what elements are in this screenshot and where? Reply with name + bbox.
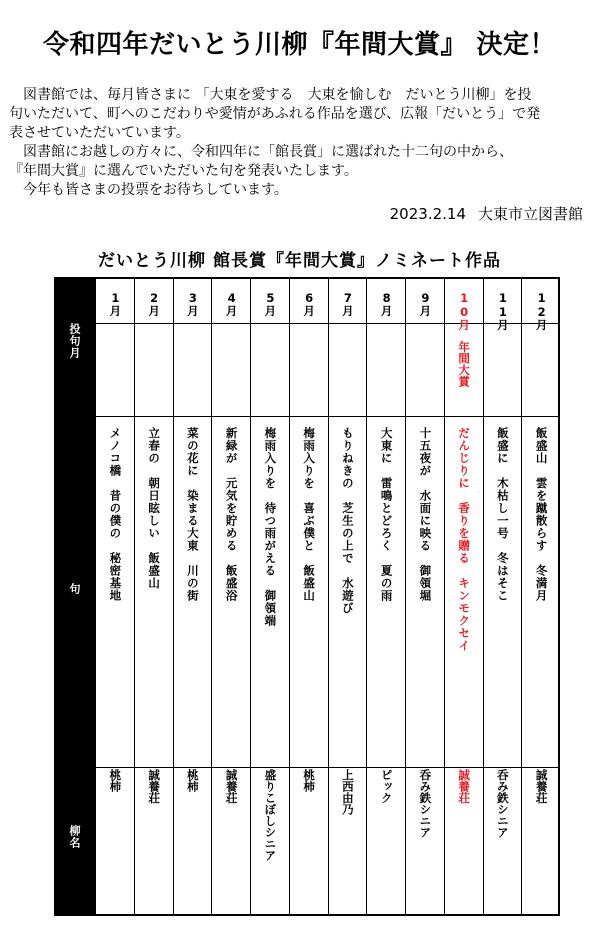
senryu-verse: もりねきの 芝生の上で 水遊び xyxy=(340,427,355,615)
month-label: 7月 xyxy=(340,291,355,317)
date-publisher xyxy=(390,203,583,224)
month-column xyxy=(134,277,173,916)
intro-line: 句いただいて、町へのこだわりや愛情があふれる作品を選び、広報「だいとう」で発 xyxy=(9,106,541,122)
intro-line: 『年間大賞』に選んでいただいた句を発表いたします。 xyxy=(9,163,358,179)
month-column xyxy=(211,277,250,916)
intro-line: 図書館にお越しの方々に、令和四年に「館長賞」に選ばれた十二句の中から、 xyxy=(9,144,513,160)
month-label: 6月 xyxy=(302,291,317,317)
author-pen-name: 誠養荘 xyxy=(224,769,239,804)
senryu-verse: 梅雨入りを 喜ぶ僕と 飯盛山 xyxy=(302,427,317,602)
month-label: 4月 xyxy=(224,291,239,317)
intro-line: 表させていただいています。 xyxy=(9,125,190,141)
intro-text xyxy=(9,86,595,200)
month-label: 1月 xyxy=(108,291,123,317)
month-column xyxy=(250,277,289,916)
author-pen-name: 桃柿 xyxy=(302,769,317,792)
month-column xyxy=(95,277,134,916)
author-pen-name: 誠養荘 xyxy=(147,769,162,804)
author-pen-name: 桃柿 xyxy=(108,769,123,792)
senryu-verse: 十五夜が 水面に映る 御領堀 xyxy=(418,427,433,602)
month-label: 11月 xyxy=(495,291,510,331)
award-label: 年間大賞 xyxy=(457,341,472,387)
intro-line: 今年も皆さまの投票をお待ちしています。 xyxy=(9,182,288,198)
author-pen-name: 誠養荘 xyxy=(457,769,472,804)
author-pen-name: 呑み鉄シニア xyxy=(418,769,433,838)
row-header-column xyxy=(54,277,95,916)
row-label-author: 柳名 xyxy=(68,825,81,849)
senryu-verse: 梅雨入りを 待つ雨がえる 御領端 xyxy=(263,427,278,627)
author-pen-name: ピック xyxy=(379,769,394,804)
author-pen-name: 呑み鉄シニア xyxy=(495,769,510,838)
author-pen-name: 上西由乃 xyxy=(340,769,355,815)
intro-line: 図書館では、毎月皆さまに 「大東を愛する 大東を愉しむ だいとう川柳」を投 xyxy=(9,87,532,103)
month-label: 2月 xyxy=(147,291,162,317)
month-label: 10月 xyxy=(457,291,472,331)
month-column xyxy=(173,277,212,916)
publisher-name: 大東市立図書館 xyxy=(477,205,583,223)
senryu-verse: だんじりに 香りを贈る キンモクセイ xyxy=(457,427,472,652)
table-subtitle: だいとう川柳 館長賞『年間大賞』ノミネート作品 xyxy=(98,251,501,271)
month-label: 3月 xyxy=(185,291,200,317)
month-label: 5月 xyxy=(263,291,278,317)
month-column xyxy=(366,277,405,916)
author-pen-name: 盛りこぼしシニア xyxy=(263,769,278,861)
senryu-verse: 飯盛に 木枯し一号 冬はそこ xyxy=(495,427,510,602)
month-column xyxy=(483,277,522,916)
senryu-verse: 立春の 朝日眩しい 飯盛山 xyxy=(147,427,162,590)
month-label: 8月 xyxy=(379,291,394,317)
page-title: 令和四年だいとう川柳『年間大賞』 決定！ xyxy=(42,30,557,60)
month-label: 12月 xyxy=(534,291,549,331)
senryu-verse: メノコ橋 昔の僕の 秘密基地 xyxy=(108,427,123,602)
month-label: 9月 xyxy=(418,291,433,317)
month-column xyxy=(328,277,367,916)
senryu-verse: 新緑が 元気を貯める 飯盛浴 xyxy=(224,427,239,602)
author-pen-name: 誠養荘 xyxy=(534,769,549,804)
month-column xyxy=(405,277,444,916)
row-label-month: 投句月 xyxy=(68,323,81,359)
month-column xyxy=(289,277,328,916)
senryu-verse: 菜の花に 染まる大東 川の街 xyxy=(185,427,200,602)
month-column xyxy=(521,277,560,916)
senryu-verse: 飯盛山 雲を蹴散らす 冬満月 xyxy=(534,427,549,602)
publish-date: 2023.2.14 xyxy=(389,205,466,223)
author-pen-name: 桃柿 xyxy=(185,769,200,792)
senryu-verse: 大東に 雷鳴とどろく 夏の雨 xyxy=(379,427,394,602)
row-label-verse: 句 xyxy=(68,583,81,595)
month-column xyxy=(444,277,483,916)
